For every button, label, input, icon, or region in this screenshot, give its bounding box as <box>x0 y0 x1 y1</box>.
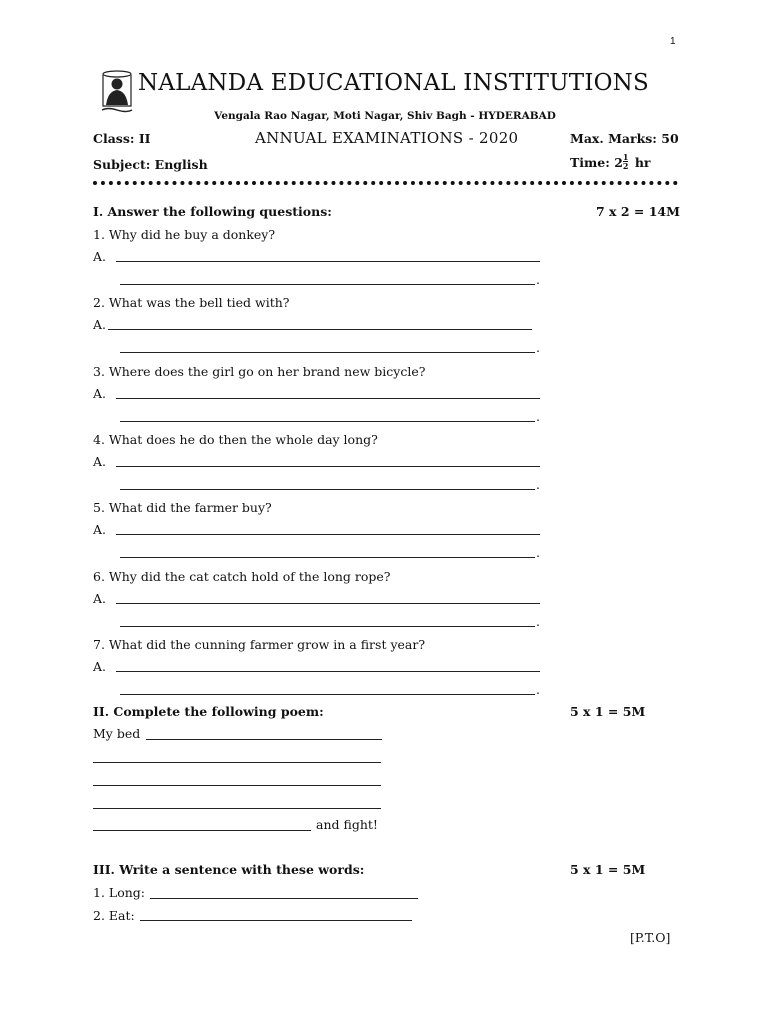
time-prefix: Time: 2 <box>570 155 623 170</box>
poem-blank-line[interactable] <box>93 808 381 809</box>
answer-line[interactable] <box>116 671 540 672</box>
word-item-label: 2. Eat: <box>93 908 135 923</box>
answer-end-period: . <box>536 681 540 697</box>
exam-title: ANNUAL EXAMINATIONS - 2020 <box>255 129 519 147</box>
answer-end-period: . <box>536 408 540 424</box>
answer-label: A. <box>93 658 107 674</box>
section1-marks: 7 x 2 = 14M <box>596 204 680 219</box>
institution-address: Vengala Rao Nagar, Moti Nagar, Shiv Bagh - HYDERABAD <box>214 110 556 122</box>
section2-marks: 5 x 1 = 5M <box>570 704 646 719</box>
poem-first-line-label: My bed <box>93 726 141 741</box>
please-turn-over: [P.T.O] <box>630 930 671 945</box>
answer-end-period: . <box>536 272 540 287</box>
answer-label: A. <box>93 590 107 606</box>
poem-blank-line[interactable] <box>93 830 311 831</box>
answer-end-period: . <box>536 476 540 492</box>
question-text: 3. Where does the girl go on her brand new bicycle? <box>93 363 426 379</box>
answer-line[interactable] <box>108 329 532 330</box>
max-marks: Max. Marks: 50 <box>570 131 679 146</box>
answer-line[interactable] <box>120 557 535 558</box>
poem-blank-line[interactable] <box>93 785 381 786</box>
poem-blank-line[interactable] <box>93 762 381 763</box>
answer-end-period: . <box>536 613 540 629</box>
sentence-blank-line[interactable] <box>140 920 412 921</box>
institution-name: NALANDA EDUCATIONAL INSTITUTIONS <box>138 70 649 96</box>
subject-label: Subject: English <box>93 157 208 172</box>
answer-line[interactable] <box>116 534 540 535</box>
section3-title: III. Write a sentence with these words: <box>93 862 365 877</box>
answer-line[interactable] <box>116 603 540 604</box>
time-label <box>570 152 651 172</box>
answer-line[interactable] <box>120 694 535 695</box>
answer-line[interactable] <box>120 421 535 422</box>
section2-title: II. Complete the following poem: <box>93 704 324 719</box>
answer-end-period: . <box>536 545 540 561</box>
poem-blank-line[interactable] <box>146 739 382 740</box>
question-text: 1. Why did he buy a donkey? <box>93 227 276 242</box>
section3-marks: 5 x 1 = 5M <box>570 862 646 877</box>
answer-label: A. <box>93 385 107 401</box>
answer-label: A. <box>93 249 107 264</box>
time-suffix: hr <box>634 155 651 170</box>
answer-line[interactable] <box>116 466 540 467</box>
sentence-blank-line[interactable] <box>150 898 418 899</box>
answer-line[interactable] <box>120 284 535 285</box>
word-item-label: 1. Long: <box>93 885 145 900</box>
answer-line[interactable] <box>120 489 535 490</box>
answer-label: A. <box>93 522 107 538</box>
answer-line[interactable] <box>120 352 535 353</box>
poem-last-line-label: and fight! <box>316 817 378 832</box>
answer-end-period: . <box>536 340 540 356</box>
answer-label: A. <box>93 453 107 469</box>
question-text: 6. Why did the cat catch hold of the long rope? <box>93 568 391 584</box>
class-label: Class: II <box>93 131 151 146</box>
answer-line[interactable] <box>116 398 540 399</box>
question-text: 2. What was the bell tied with? <box>93 295 290 311</box>
question-text: 4. What does he do then the whole day long? <box>93 431 378 447</box>
answer-label: A. <box>93 317 107 333</box>
answer-line[interactable] <box>120 626 535 627</box>
question-text: 5. What did the farmer buy? <box>93 500 272 516</box>
header-divider <box>93 181 678 185</box>
page-number: 1 <box>670 36 676 47</box>
answer-line[interactable] <box>116 261 540 262</box>
section1-title: I. Answer the following questions: <box>93 204 332 219</box>
time-fraction: $\frac{1}{2}$ <box>622 152 629 171</box>
question-text: 7. What did the cunning farmer grow in a first year? <box>93 636 426 652</box>
